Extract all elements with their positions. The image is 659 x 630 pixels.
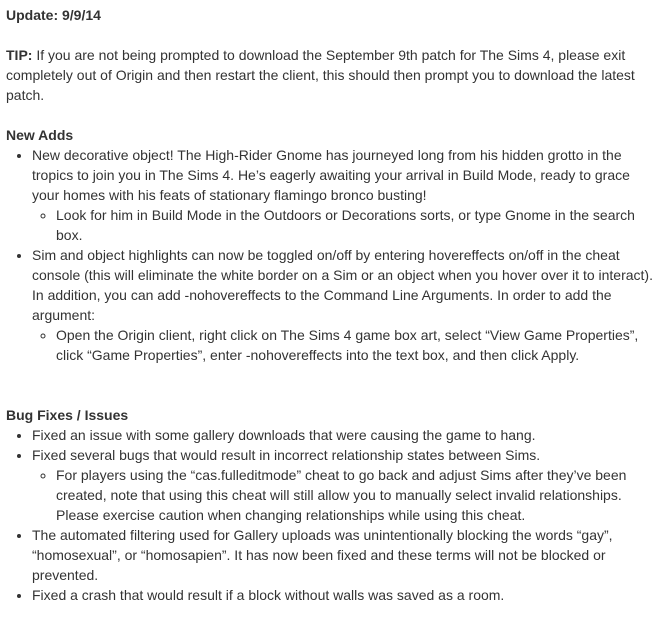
sub-list (32, 465, 653, 525)
sub-list-item: ◦ Open the Origin client, right click on The Sims 4 game box art, select “View Game Properties”, click “Game Properties”, enter -nohovereffects into the text box, and then click Apply. (56, 325, 653, 365)
tip-paragraph (6, 45, 653, 105)
list-item (32, 145, 653, 245)
bug-fixes-list (6, 425, 653, 605)
tip-text: If you are not being prompted to download the September 9th patch for The Sims 4, please exit completely out of Origin and then restart the client, this should then prompt you to download the latest patch. (6, 47, 635, 103)
list-item: • Fixed a crash that would result if a block without walls was saved as a room. (32, 585, 653, 605)
list-item (32, 445, 653, 525)
tip-label: TIP: (6, 47, 33, 63)
new-adds-heading: New Adds (6, 127, 74, 143)
sub-list-item: ◦ For players using the “cas.fulleditmode” cheat to go back and adjust Sims after they’ve been created, note that using this cheat will still allow you to manually select invalid relationships. Please exercise caution when changing relationships while using this cheat. (56, 465, 653, 525)
list-item (32, 245, 653, 365)
list-item-text: New decorative object! The High-Rider Gnome has journeyed long from his hidden grotto in the tropics to join you in The Sims 4. He’s eagerly awaiting your arrival in Build Mode, ready to grace your homes with his feats of stationary flamingo bronco busting! (32, 147, 630, 203)
list-item: • Fixed an issue with some gallery downloads that were causing the game to hang. (32, 425, 653, 445)
sub-list (32, 325, 653, 365)
list-item-text: Fixed several bugs that would result in incorrect relationship states between Sims. (32, 447, 541, 463)
update-label: Update: 9/9/14 (6, 7, 101, 23)
section-spacer (6, 365, 653, 405)
update-heading (6, 5, 653, 25)
sub-list-item: ◦ Look for him in Build Mode in the Outdoors or Decorations sorts, or type Gnome in the search box. (56, 205, 653, 245)
list-item: • The automated filtering used for Gallery uploads was unintentionally blocking the words “gay”, “homosexual”, or “homosapien”. It has now been fixed and these terms will not be blocked or prevented. (32, 525, 653, 585)
list-item-text: Sim and object highlights can now be toggled on/off by entering hovereffects on/off in the cheat console (this will eliminate the white border on a Sim or an object when you hover over it to interact). In addition, you can add -nohovereffects to the Command Line Arguments. In order to add the argument: (32, 247, 653, 323)
new-adds-list (6, 145, 653, 365)
bug-fixes-heading: Bug Fixes / Issues (6, 407, 129, 423)
sub-list (32, 205, 653, 245)
